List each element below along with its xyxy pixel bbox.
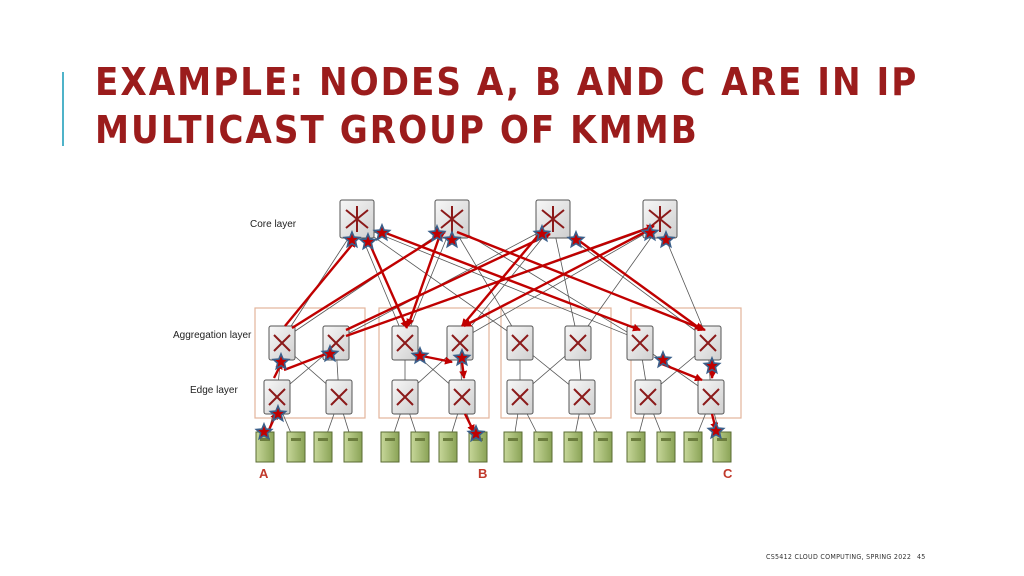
host (314, 432, 332, 462)
host (534, 432, 552, 462)
host (287, 432, 305, 462)
edge-switch-2 (326, 380, 352, 414)
agg-switch-5 (507, 326, 533, 360)
host (594, 432, 612, 462)
host (344, 432, 362, 462)
host (684, 432, 702, 462)
host (713, 432, 731, 462)
host (627, 432, 645, 462)
edge-layer-label: Edge layer (190, 385, 238, 396)
host (381, 432, 399, 462)
node-c-label: C (723, 466, 733, 481)
node-a-label: A (259, 466, 269, 481)
footer-course: CS5412 CLOUD COMPUTING, SPRING 2022 (766, 553, 912, 561)
core-layer-label: Core layer (250, 219, 297, 230)
edge-switch-5 (507, 380, 533, 414)
host (439, 432, 457, 462)
star-icon (655, 352, 670, 367)
aggregation-layer-label: Aggregation layer (173, 330, 252, 341)
agg-switch-7 (627, 326, 653, 360)
edge-switch-6 (569, 380, 595, 414)
edge-switch-3 (392, 380, 418, 414)
node-b-label: B (478, 466, 488, 481)
edge-switch-4 (449, 380, 475, 414)
footer-page-number: 45 (917, 553, 926, 561)
hosts (256, 432, 731, 462)
host (564, 432, 582, 462)
agg-switch-8 (695, 326, 721, 360)
edge-switch-8 (698, 380, 724, 414)
edge-switch-7 (635, 380, 661, 414)
host (657, 432, 675, 462)
core-switch-1 (340, 200, 374, 238)
agg-switch-6 (565, 326, 591, 360)
star-icon (568, 232, 583, 247)
slide-title: EXAMPLE: NODES A, B AND C ARE IN IP MULTICAST GROUP OF KMMB (95, 60, 919, 152)
host (504, 432, 522, 462)
host (411, 432, 429, 462)
